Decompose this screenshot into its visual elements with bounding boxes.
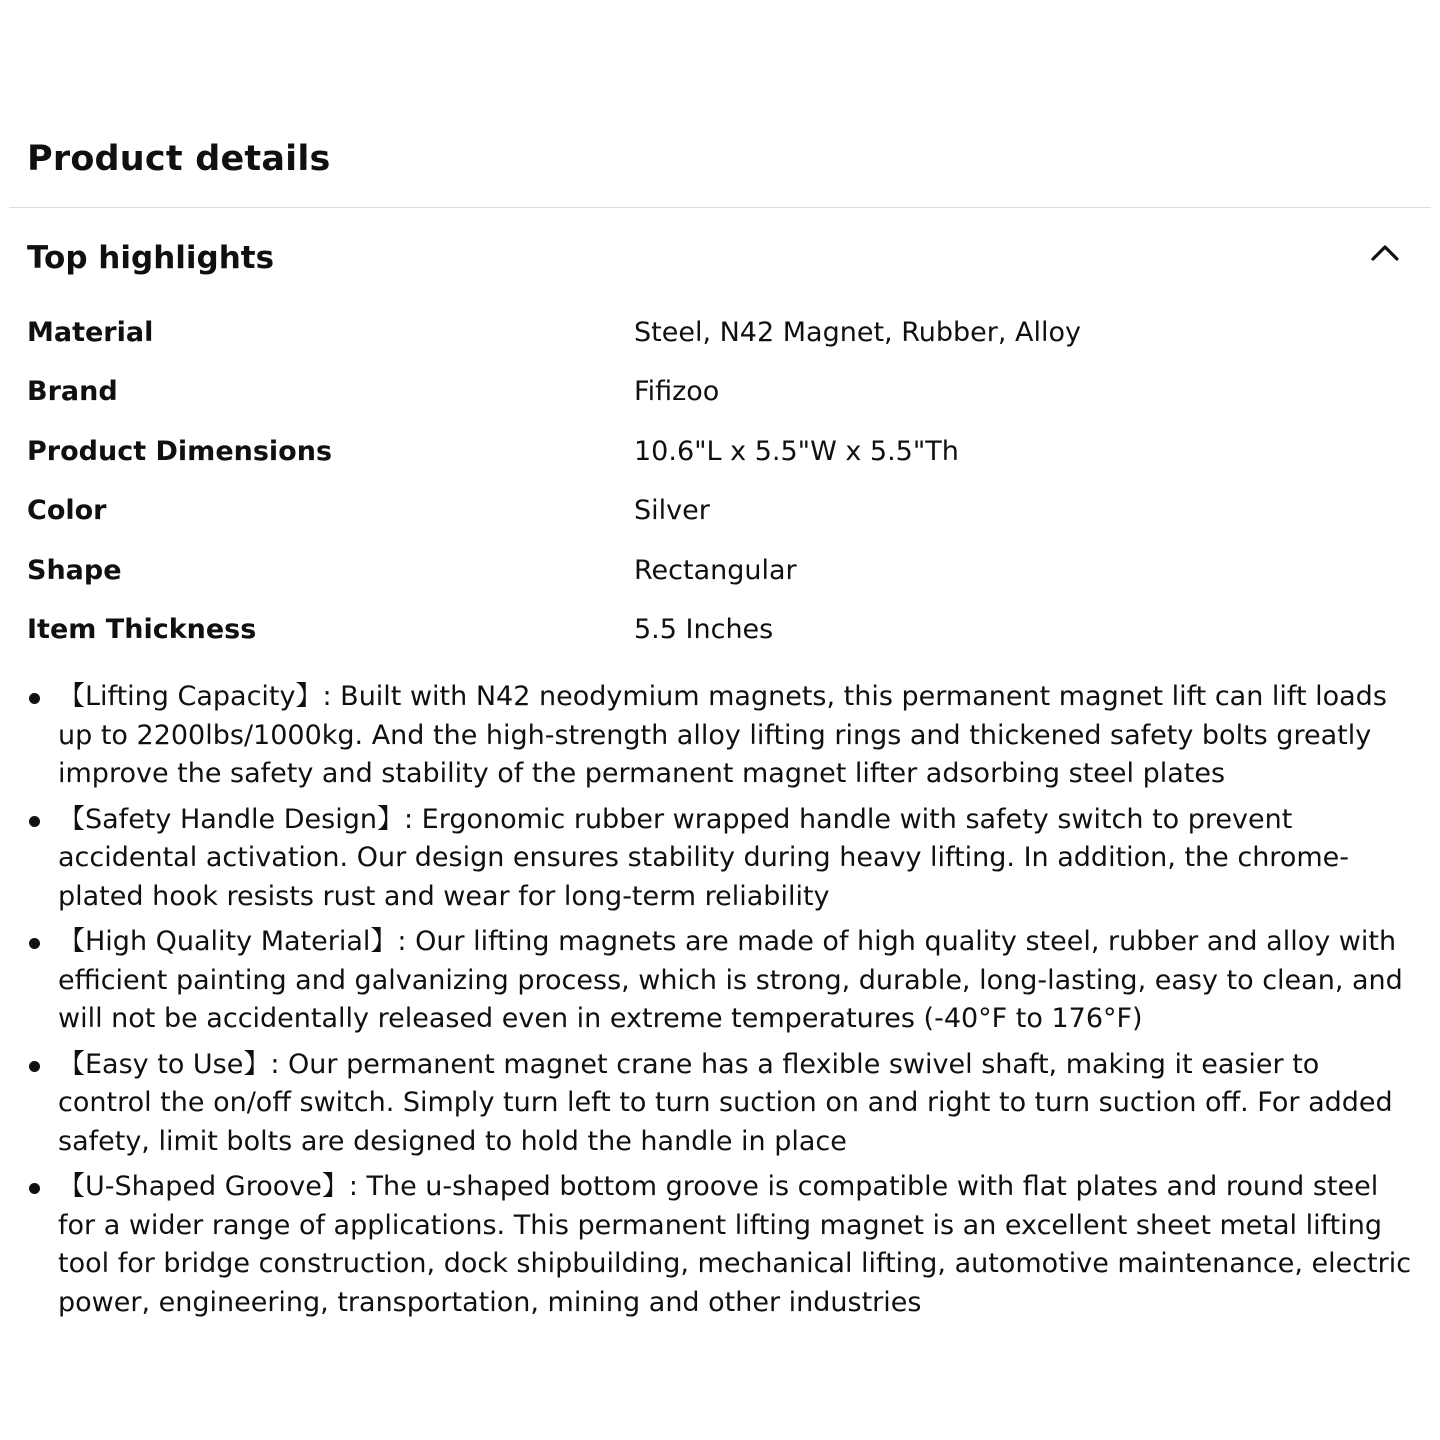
list-item: [0, 1168, 1440, 1323]
spec-row-shape: [27, 542, 1417, 601]
spec-label: Material: [27, 317, 154, 348]
bullet-text: 【Easy to Use】: Our permanent magnet crane has a flexible swivel shaft, making it easier to control the on/off switch. Simply turn left to turn suction on and right to turn suction off. For added safety, limit bolts are designed to hold the handle in place: [58, 1048, 1393, 1157]
bullet-text: 【U-Shaped Groove】: The u-shaped bottom groove is compatible with flat plates and round steel for a wider range of applications. This permanent lifting magnet is an excellent sheet metal lifting tool for bridge construction, dock shipbuilding, mechanical lifting, automotive maintenance, electric power, engineering, transportation, mining and other industries: [58, 1171, 1412, 1319]
spec-row-material: [27, 304, 1417, 363]
specs-table: [27, 304, 1417, 660]
bullet-dot-icon: [29, 938, 40, 949]
spec-value: Silver: [634, 495, 710, 527]
spec-value: Steel, N42 Magnet, Rubber, Alloy: [634, 317, 1081, 348]
chevron-up-icon: [1370, 243, 1400, 263]
bullet-dot-icon: [29, 1061, 40, 1072]
bullet-text: 【High Quality Material】: Our lifting magnets are made of high quality steel, rubber and alloy with efficient painting and galvanizing process, which is strong, durable, long-lasting, easy to clean, and will not be accidentally released even in extreme temperatures (-40°F to 176°F): [58, 926, 1403, 1035]
spec-value: Fifizoo: [634, 376, 720, 408]
feature-bullet-list: [0, 678, 1440, 1329]
spec-label: Brand: [27, 376, 118, 408]
spec-value: 10.6"L x 5.5"W x 5.5"Th: [634, 435, 959, 467]
section-title: Top highlights: [27, 240, 275, 276]
spec-value: Rectangular: [634, 554, 797, 586]
spec-label: Shape: [27, 554, 122, 586]
top-highlights-header[interactable]: [0, 232, 1440, 288]
spec-label: Item Thickness: [27, 613, 257, 645]
spec-label: Color: [27, 495, 107, 527]
page-title: Product details: [27, 139, 331, 179]
list-item: [0, 923, 1440, 1039]
collapse-toggle-button[interactable]: [1364, 236, 1406, 270]
spec-label: Product Dimensions: [27, 435, 333, 467]
bullet-dot-icon: [29, 1183, 40, 1194]
bullet-dot-icon: [29, 816, 40, 827]
list-item: [0, 1046, 1440, 1162]
bullet-dot-icon: [29, 693, 40, 704]
section-divider: [9, 207, 1431, 208]
spec-value: 5.5 Inches: [634, 613, 774, 645]
spec-row-brand: [27, 363, 1417, 422]
bullet-text: 【Lifting Capacity】: Built with N42 neodymium magnets, this permanent magnet lift can lift loads up to 2200lbs/1000kg. And the high-strength alloy lifting rings and thickened safety bolts greatly improve the safety and stability of the permanent magnet lifter adsorbing steel plates: [58, 681, 1387, 790]
spec-row-item-thickness: [27, 601, 1417, 660]
spec-row-dimensions: [27, 423, 1417, 482]
spec-row-color: [27, 482, 1417, 541]
list-item: [0, 801, 1440, 917]
list-item: [0, 678, 1440, 794]
bullet-text: 【Safety Handle Design】: Ergonomic rubber wrapped handle with safety switch to prevent accidental activation. Our design ensures stability during heavy lifting. In addition, the chrome-plated hook resists rust and wear for long-term reliability: [58, 803, 1349, 912]
